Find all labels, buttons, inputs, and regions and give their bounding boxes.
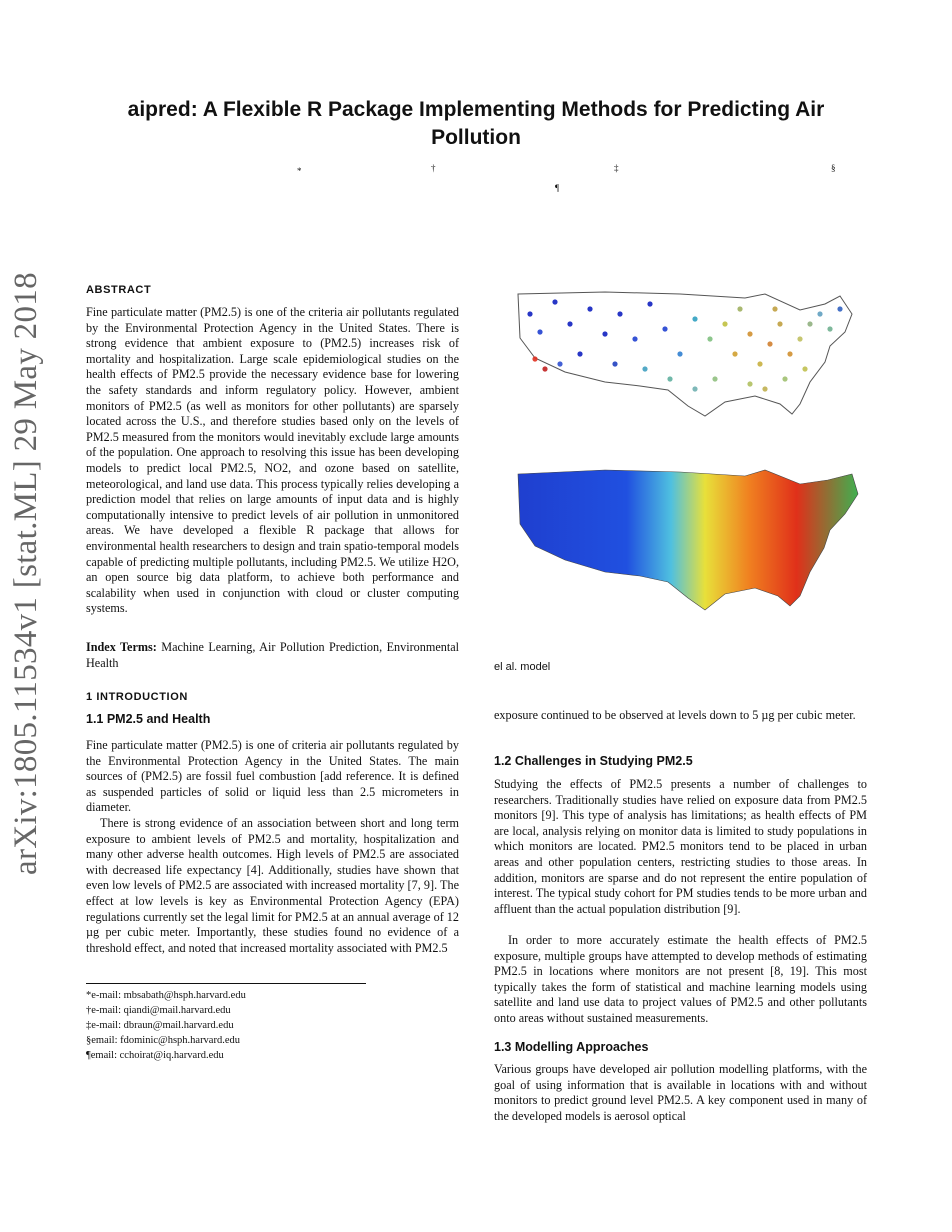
figure-maps xyxy=(510,284,860,654)
challenges-para-2: In order to more accurately estimate the health effects of PM2.5 exposure, multiple groups have attempted to develop methods of estimating PM2.5 in locations where monitors are not present [8, 19]. This most typically takes the form of statistical and machine learning models using satellite and land use data to project values of PM2.5 and other pollutants onto areas without sustained measurements. xyxy=(494,933,867,1025)
section-challenges-heading: 1.2 Challenges in Studying PM2.5 xyxy=(494,754,693,768)
abstract-text: Fine particulate matter (PM2.5) is one of the criteria air pollutants regulated by the Environmental Protection Agency in the United States. There is strong evidence that ambient exposure to (PM2.5) increases risk of mortality and hospitalization. Large scale epidemiological studies on the health effects of PM2.5 provide the necessary evidence base for lowering the safety standards and inform regulatory policy. However, ambient monitors of PM2.5 (as well as monitors for other pollutants) are sparsely located across the U.S., and therefore studies based only on the levels of PM2.5 measured from the monitors would inevitably exclude large amounts of the population. One approach to resolving this issue has been developing models to predict local PM2.5, NO2, and ozone based on satellite, meteorological, and land use data. This process typically relies developing a prediction model that relies on large amounts of input data and is highly computationally intensive to predict levels of air pollution in unmonitored areas. We have developed a flexible R package that allows for environmental health researchers to design and train spatio-temporal models capable of predicting multiple pollutants, including PM2.5. We utilize H2O, an open source big data platform, to achieve both performance and scalability when used in conjunction with cloud or cluster computing systems. xyxy=(86,305,459,616)
footnote-rule xyxy=(86,983,366,984)
section-introduction-heading: 1 INTRODUCTION xyxy=(86,691,188,703)
section-pm25-health-heading: 1.1 PM2.5 and Health xyxy=(86,712,211,726)
footnote-2: †e-mail: qiandi@mail.harvard.edu xyxy=(86,1005,231,1016)
author-mark-3: ‡ xyxy=(614,163,619,173)
arxiv-stamp: arXiv:1805.11534v1 [stat.ML] 29 May 2018 xyxy=(8,272,44,875)
prediction-map xyxy=(518,470,858,610)
paper-title: aipred: A Flexible R Package Implementing Methods for Predicting Air Pollution xyxy=(127,98,825,149)
section-modelling-heading: 1.3 Modelling Approaches xyxy=(494,1040,649,1054)
footnote-3: ‡e-mail: dbraun@mail.harvard.edu xyxy=(86,1020,234,1031)
index-terms-value: Machine Learning, Air Pollution Prediction, Environmental Health xyxy=(86,640,460,670)
abstract-heading: ABSTRACT xyxy=(86,284,152,296)
pm25-health-para-1: Fine particulate matter (PM2.5) is one of criteria air pollutants regulated by the Environmental Protection Agency in the United States. The main sources of (PM2.5) are fossil fuel combustion [add reference. It is defined as suspended particles of solid or liquid less than 2.5 micrometers in diameter. xyxy=(86,738,459,815)
index-terms-label: Index Terms: xyxy=(86,640,157,654)
author-mark-4: § xyxy=(831,163,836,173)
challenges-para-1: Studying the effects of PM2.5 presents a number of challenges to researchers. Traditionally studies have relied on exposure data from PM2.5 monitors [9]. This type of analysis has limitations; as health effects of PM are local, analysis relying on monitor data is limited to study populations in which monitors are located. PM2.5 monitors tend to be placed in urban areas and other population centers, restricting studies to those areas. In addition, monitors are sparse and do not represent the entire population of interest. The typical study cohort for PM studies tends to be more urban and affluent than the actual population distribution [9]. xyxy=(494,777,867,916)
footnote-5: ¶email: cchoirat@iq.harvard.edu xyxy=(86,1050,224,1061)
us-maps-figure xyxy=(510,284,860,654)
author-mark-5: ¶ xyxy=(555,183,560,193)
pm25-health-para-2: There is strong evidence of an association between short and long term exposure to ambient levels of PM2.5 and mortality, hospitalization and many other adverse health outcomes. High levels of PM2.5 are associated with decreased life expectancy [4]. Additionally, studies have shown that even low levels of PM2.5 are associated with increased mortality [7, 9]. The effect at low levels is key as Environmental Protection Agency (EPA) regulations currently set the legal limit for PM2.5 at an annual average of 12 µg per cubic meter. Importantly, these studies found no evidence of a threshold effect, and noted that increased mortality associated with PM2.5 xyxy=(86,816,459,955)
footnote-4: §email: fdominic@hsph.harvard.edu xyxy=(86,1035,241,1046)
footnote-1: *e-mail: mbsabath@hsph.harvard.edu xyxy=(86,990,246,1001)
modelling-para-1: Various groups have developed air pollution modelling platforms, with the goal of using information that is available in locations with and without monitors to predict ground level PM2.5. A key component used in many of the developed models is aerosol optical xyxy=(494,1062,867,1123)
index-terms xyxy=(86,640,459,671)
monitor-map-outline xyxy=(518,292,852,416)
footnotes xyxy=(86,988,459,1063)
author-marks xyxy=(0,163,952,203)
pm25-health-para-2-cont: exposure continued to be observed at levels down to 5 µg per cubic meter. xyxy=(494,708,856,722)
arxiv-stamp-container xyxy=(0,0,58,1232)
author-mark-1: * xyxy=(297,166,302,176)
figure-caption: el al. model xyxy=(494,661,551,673)
author-mark-2: † xyxy=(431,163,436,173)
